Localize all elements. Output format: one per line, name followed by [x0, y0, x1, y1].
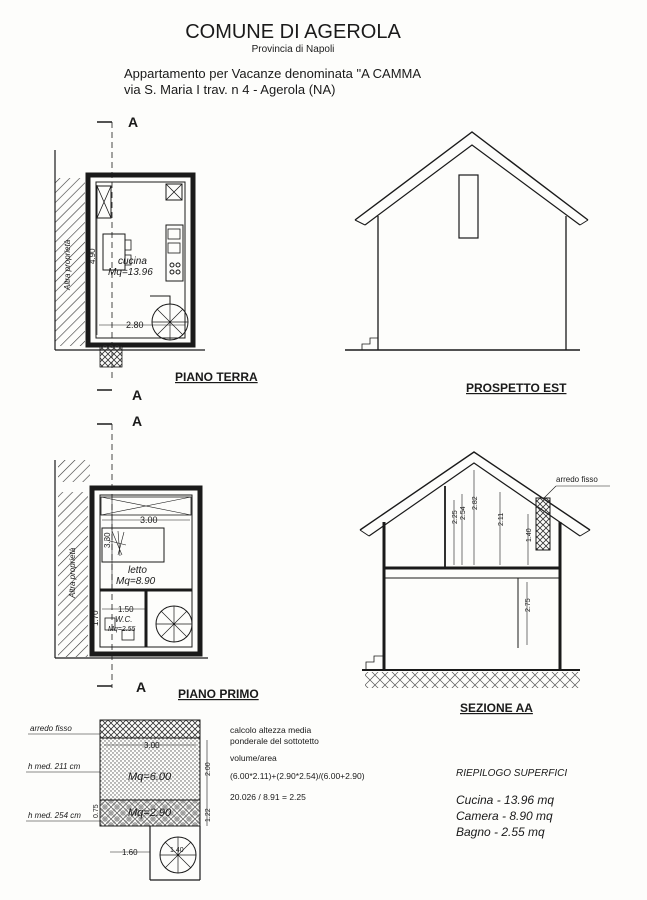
piano-primo-title: PIANO PRIMO [178, 687, 259, 701]
detail-dim-width2: 1.60 [122, 848, 138, 857]
pt-dim-width: 2.80 [126, 320, 144, 330]
detail-area1: Mq=6.00 [128, 771, 172, 783]
prospetto-est-elevation [345, 132, 588, 350]
detail-arredo-label: arredo fisso [30, 724, 72, 733]
pt-dim-height: 4.90 [88, 248, 97, 264]
riepilogo-item: Bagno - 2.55 mq [456, 825, 545, 839]
calc-line4: (6.00*2.11)+(2.90*2.54)/(6.00+2.90) [230, 771, 365, 781]
sez-dim-c: 2.82 [472, 496, 479, 510]
sezione-aa-title: SEZIONE AA [460, 701, 533, 715]
piano-primo-plan [55, 413, 208, 695]
sottotetto-detail [26, 720, 212, 880]
sez-dim-f: 2.75 [525, 598, 532, 612]
detail-dim-h3: 0.75 [93, 804, 100, 818]
piano-terra-title: PIANO TERRA [175, 370, 258, 384]
section-mark-top: A [128, 114, 139, 130]
pp-room1-name: letto [128, 565, 147, 576]
header-line1: Appartamento per Vacanze denominata "A CAMMA [124, 66, 422, 81]
section-mark-bottom: A [132, 387, 143, 403]
sez-dim-a: 2.25 [452, 510, 459, 524]
calc-block [230, 725, 365, 802]
pp-dim-height: 3.30 [103, 532, 112, 548]
header-subtitle: Provincia di Napoli [251, 44, 335, 55]
sezione-arredo-label: arredo fisso [556, 475, 598, 484]
pt-room-area: Mq=13.96 [108, 267, 153, 278]
pt-room-name: cucina [118, 256, 147, 267]
piano-terra-plan [55, 114, 205, 403]
sez-dim-b: 2.54 [460, 506, 467, 520]
sezione-aa-section [360, 452, 610, 688]
riepilogo-title: RIEPILOGO SUPERFICI [456, 768, 568, 779]
sez-dim-d: 2.11 [498, 512, 505, 526]
riepilogo-item: Camera - 8.90 mq [456, 809, 553, 823]
pp-dim-wc-width: 1.50 [118, 605, 134, 614]
calc-line3: volume/area [230, 753, 277, 763]
riepilogo-block [456, 768, 567, 839]
sez-dim-e: 1.40 [526, 528, 533, 542]
detail-dim-width: 3.00 [144, 741, 160, 750]
riepilogo-item: Cucina - 13.96 mq [456, 793, 555, 807]
calc-line5: 20.026 / 8.91 = 2.25 [230, 792, 306, 802]
pp-dim-width: 3.00 [140, 515, 158, 525]
calc-line2: ponderale del sottotetto [230, 736, 319, 746]
detail-h254-label: h med. 254 cm [28, 811, 81, 820]
detail-dim-stair: 1.40 [170, 847, 184, 854]
pp-room2-name: W.C. [115, 615, 133, 624]
pt-neighbor-label: Altra proprietà [63, 239, 72, 290]
detail-dim-h2: 1.22 [205, 808, 212, 822]
detail-dim-h1: 2.00 [205, 762, 212, 776]
calc-line1: calcolo altezza media [230, 725, 312, 735]
detail-h211-label: h med. 211 cm [28, 762, 81, 771]
detail-area2: Mq=2.90 [128, 807, 172, 819]
pp-section-mark-bottom: A [136, 679, 147, 695]
pp-dim-wc-height: 1.70 [91, 610, 100, 626]
pp-room1-area: Mq=8.90 [116, 576, 156, 587]
header-line2: via S. Maria I trav. n 4 - Agerola (NA) [124, 82, 336, 97]
prospetto-est-title: PROSPETTO EST [466, 381, 567, 395]
pp-section-mark-top: A [132, 413, 143, 429]
pp-room2-area: Mq=2.55 [108, 626, 136, 633]
header-title: COMUNE DI AGEROLA [185, 21, 401, 43]
pp-neighbor-label: Altra proprietà [68, 547, 77, 598]
